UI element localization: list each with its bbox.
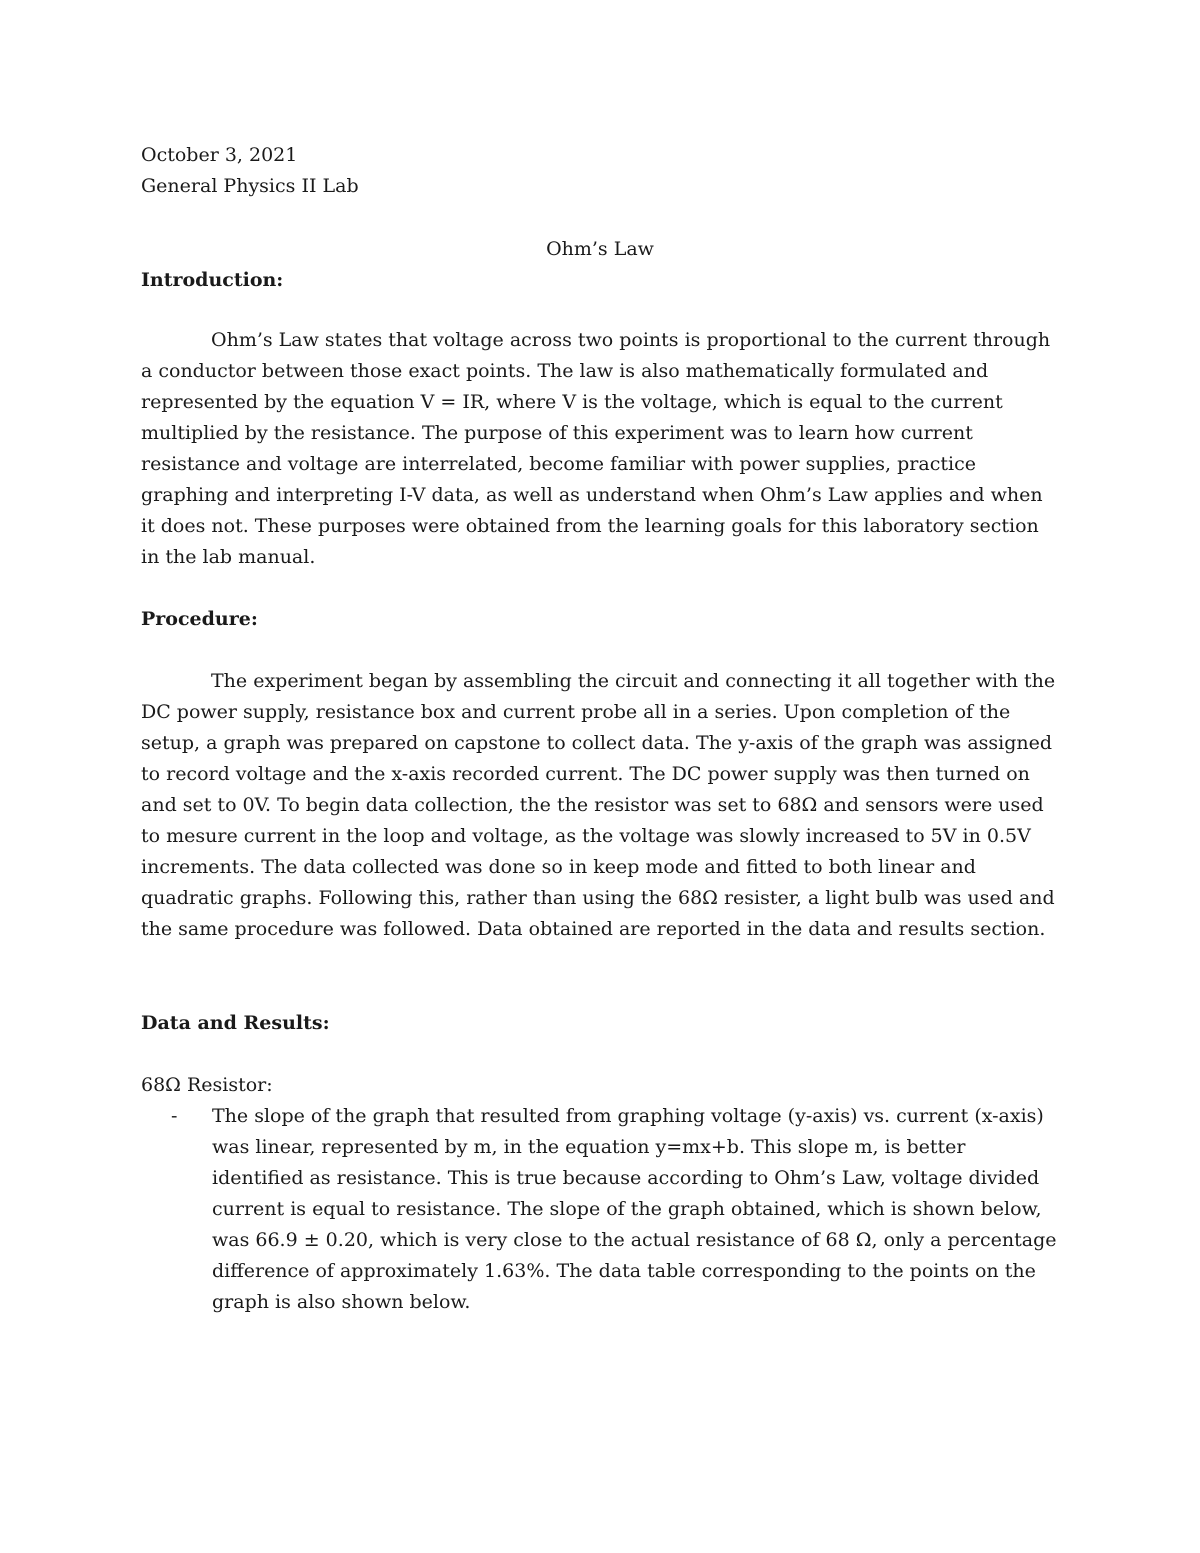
course-name: General Physics II Lab <box>141 175 359 197</box>
procedure-heading: Procedure: <box>141 608 258 630</box>
introduction-paragraph: Ohm’s Law states that voltage across two points is proportional to the current through a conductor between those exact points. The law is also mathematically formulated and represented by the equation V = IR, where V is the voltage, which is equal to the current multiplied by the resistance. The purpose of this experiment was to learn how current resistance and voltage are interrelated, become familiar with power supplies, practice graphing and interpreting I-V data, as well as understand when Ohm’s Law applies and when it does not. These purposes were obtained from the learning goals for this laboratory section in the lab manual. <box>141 329 1051 568</box>
resistor-subheading: 68Ω Resistor: <box>141 1074 273 1096</box>
data-results-heading: Data and Results: <box>141 1012 330 1034</box>
bullet-text: The slope of the graph that resulted from graphing voltage (y-axis) vs. current (x-axis) was linear, represented by m, in the equation y=mx+b. This slope m, is better identified as resistance. This is true because according to Ohm’s Law, voltage divided current is equal to resistance. The slope of the graph obtained, which is shown below, was 66.9 ± 0.20, which is very close to the actual resistance of 68 Ω, only a percentage difference of approximately 1.63%. The data table corresponding to the points on the graph is also shown below. <box>212 1105 1057 1313</box>
bullet-dash: - <box>171 1105 178 1127</box>
document-title: Ohm’s Law <box>546 238 654 260</box>
document-date: October 3, 2021 <box>141 144 298 166</box>
procedure-paragraph: The experiment began by assembling the circuit and connecting it all together with the DC power supply, resistance box and current probe all in a series. Upon completion of the setup, a graph was prepared on capstone to collect data. The y-axis of the graph was assigned to record voltage and the x-axis recorded current. The DC power supply was then turned on and set to 0V. To begin data collection, the the resistor was set to 68Ω and sensors were used to mesure current in the loop and voltage, as the voltage was slowly increased to 5V in 0.5V increments. The data collected was done so in keep mode and fitted to both linear and quadratic graphs. Following this, rather than using the 68Ω resister, a light bulb was used and the same procedure was followed. Data obtained are reported in the data and results section. <box>141 670 1056 940</box>
introduction-heading: Introduction: <box>141 269 284 291</box>
